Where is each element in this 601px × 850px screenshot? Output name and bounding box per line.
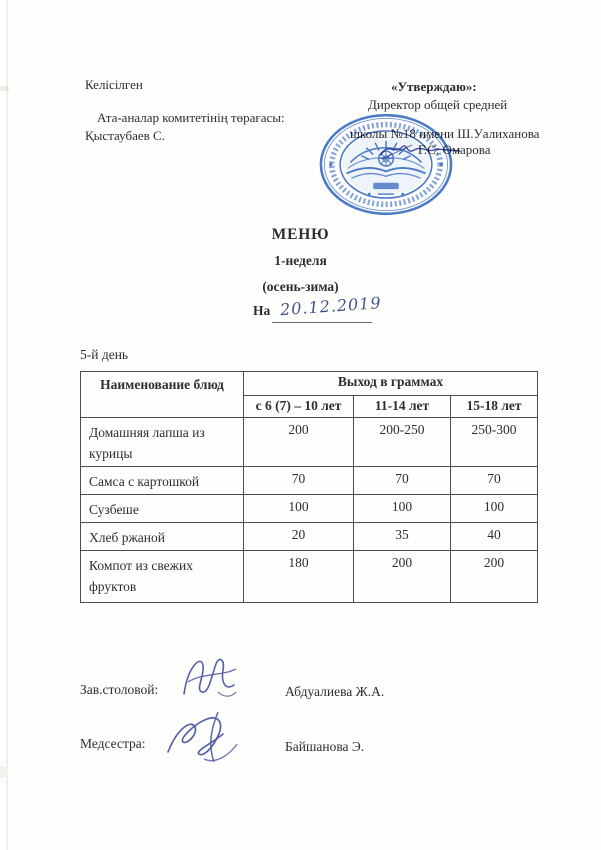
table-header-row bbox=[81, 372, 538, 396]
portion-value: 100 bbox=[244, 495, 354, 523]
table-row bbox=[81, 495, 538, 523]
portion-value: 100 bbox=[451, 495, 538, 523]
canteen-manager-signature-ink bbox=[172, 652, 246, 704]
table-row bbox=[81, 551, 538, 603]
nurse-signature-ink bbox=[160, 704, 252, 768]
portion-value: 200 bbox=[451, 551, 538, 603]
date-underline bbox=[272, 322, 372, 323]
agreed-name: Қыстаубаев С. bbox=[85, 128, 165, 143]
table-row bbox=[81, 467, 538, 495]
portion-value: 70 bbox=[244, 467, 354, 495]
handwritten-date: 20.12.2019 bbox=[279, 293, 383, 320]
nurse-label: Медсестра: bbox=[80, 736, 146, 751]
approved-role-line2: школы №18 имени Ш.Уалиханова bbox=[350, 126, 540, 141]
season-subtitle: (осень-зима) bbox=[262, 279, 339, 294]
scan-smudge bbox=[0, 86, 9, 91]
agreed-label: Келісілген bbox=[85, 77, 143, 92]
week-subtitle: 1-неделя bbox=[274, 253, 327, 268]
grams-group-header: Выход в граммах bbox=[244, 372, 538, 396]
portion-value: 200-250 bbox=[354, 418, 451, 467]
portion-value: 20 bbox=[244, 523, 354, 551]
scan-edge-artifact bbox=[6, 0, 8, 850]
director-signature-ink bbox=[378, 138, 464, 164]
approved-label: «Утверждаю»: bbox=[391, 79, 477, 94]
age-column-header: 15-18 лет bbox=[451, 396, 538, 418]
menu-table bbox=[80, 371, 538, 603]
dish-name: Сузбеше bbox=[81, 495, 244, 523]
kazakhstan-state-emblem-stamp-icon bbox=[317, 111, 455, 218]
portion-value: 100 bbox=[354, 495, 451, 523]
portion-value: 180 bbox=[244, 551, 354, 603]
portion-value: 250-300 bbox=[451, 418, 538, 467]
portion-value: 35 bbox=[354, 523, 451, 551]
menu-title: МЕНЮ bbox=[271, 226, 330, 243]
canteen-manager-label: Зав.столовой: bbox=[80, 682, 159, 697]
day-label: 5-й день bbox=[80, 347, 129, 362]
age-column-header: 11-14 лет bbox=[354, 396, 451, 418]
portion-value: 70 bbox=[354, 467, 451, 495]
portion-value: 40 bbox=[451, 523, 538, 551]
dish-name: Домашняя лапша из курицы bbox=[81, 418, 244, 467]
portion-value: 70 bbox=[451, 467, 538, 495]
canteen-manager-name: Абдуалиева Ж.А. bbox=[285, 684, 385, 699]
approved-name: Г.С. Омарова bbox=[418, 142, 491, 157]
dish-name: Хлеб ржаной bbox=[81, 523, 244, 551]
dish-name: Самса с картошкой bbox=[81, 467, 244, 495]
dish-column-header: Наименование блюд bbox=[81, 372, 244, 418]
age-column-header: с 6 (7) – 10 лет bbox=[244, 396, 354, 418]
table-row bbox=[81, 418, 538, 467]
nurse-name: Байшанова Э. bbox=[285, 739, 365, 754]
portion-value: 200 bbox=[244, 418, 354, 467]
date-label: На bbox=[253, 303, 271, 318]
scan-smudge bbox=[0, 766, 6, 778]
approved-role-line1: Директор общей средней bbox=[368, 97, 508, 112]
dish-name: Компот из свежих фруктов bbox=[81, 551, 244, 603]
agreed-role: Ата-аналар комитетінің төрағасы: bbox=[97, 110, 285, 125]
portion-value: 200 bbox=[354, 551, 451, 603]
table-row bbox=[81, 523, 538, 551]
